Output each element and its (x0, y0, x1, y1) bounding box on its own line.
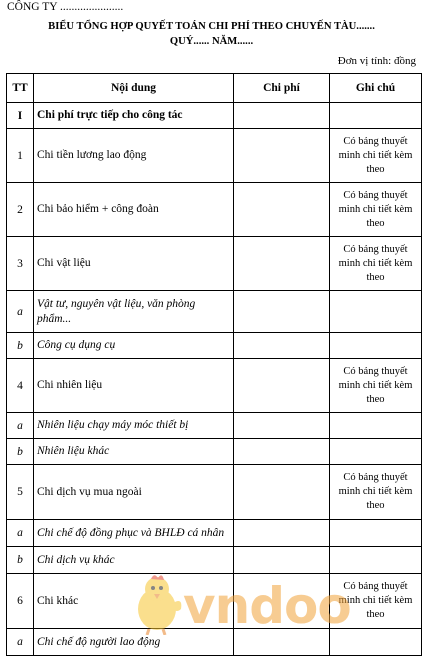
row-content: Công cụ dụng cụ (34, 333, 234, 359)
table-row (7, 413, 422, 439)
row-content: Chi vật liệu (34, 237, 234, 291)
row-content: Chi khác (34, 574, 234, 629)
row-tt: 4 (7, 359, 34, 413)
table-row (7, 547, 422, 574)
table-row (7, 629, 422, 656)
document-subtitle: QUÝ...... NĂM...... (169, 36, 254, 47)
row-tt: a (7, 629, 34, 656)
row-note (330, 333, 422, 359)
row-cost-cell[interactable] (234, 103, 330, 129)
table-row (7, 129, 422, 183)
expense-table (6, 73, 422, 656)
row-note (330, 413, 422, 439)
row-cost-cell[interactable] (234, 439, 330, 465)
row-cost-cell[interactable] (234, 520, 330, 547)
row-content: Vật tư, nguyên vật liệu, văn phòng phẩm... (34, 291, 234, 333)
row-content: Chi chế độ đồng phục và BHLĐ cá nhân (34, 520, 234, 547)
row-tt: 5 (7, 465, 34, 520)
row-content: Chi tiền lương lao động (34, 129, 234, 183)
watermark-text: vndoo (183, 577, 351, 635)
table-row (7, 237, 422, 291)
row-note (330, 291, 422, 333)
table-row (7, 183, 422, 237)
row-note (330, 439, 422, 465)
row-tt: 2 (7, 183, 34, 237)
table-row (7, 439, 422, 465)
table-row (7, 574, 422, 629)
document-title: BIỂU TỔNG HỢP QUYẾT TOÁN CHI PHÍ THEO CHUYẾN TÀU....... (48, 21, 375, 32)
row-note: Có bảng thuyết minh chi tiết kèm theo (330, 574, 422, 629)
row-note: Có bảng thuyết minh chi tiết kèm theo (330, 465, 422, 520)
row-tt: 3 (7, 237, 34, 291)
row-cost-cell[interactable] (234, 629, 330, 656)
row-cost-cell[interactable] (234, 465, 330, 520)
row-tt: 6 (7, 574, 34, 629)
header-tt: TT (7, 74, 34, 103)
row-content: Chi bảo hiểm + công đoàn (34, 183, 234, 237)
row-cost-cell[interactable] (234, 413, 330, 439)
header-cost: Chi phí (234, 74, 330, 103)
company-name: CÔNG TY ...................... (7, 1, 124, 13)
row-content: Chi dịch vụ khác (34, 547, 234, 574)
row-content: Nhiên liệu khác (34, 439, 234, 465)
row-note (330, 103, 422, 129)
row-tt: b (7, 547, 34, 574)
table-row (7, 333, 422, 359)
row-content: Chi nhiên liệu (34, 359, 234, 413)
row-content: Chi chế độ người lao động (34, 629, 234, 656)
row-cost-cell[interactable] (234, 547, 330, 574)
row-tt: a (7, 413, 34, 439)
header-content: Nội dung (34, 74, 234, 103)
row-note (330, 547, 422, 574)
row-cost-cell[interactable] (234, 129, 330, 183)
table-header-row (7, 74, 422, 103)
row-cost-cell[interactable] (234, 574, 330, 629)
row-tt: b (7, 439, 34, 465)
row-note (330, 520, 422, 547)
row-tt: I (7, 103, 34, 129)
table-row (7, 103, 422, 129)
row-tt: 1 (7, 129, 34, 183)
table-row (7, 359, 422, 413)
row-cost-cell[interactable] (234, 237, 330, 291)
row-note: Có bảng thuyết minh chi tiết kèm theo (330, 359, 422, 413)
row-note: Có bảng thuyết minh chi tiết kèm theo (330, 237, 422, 291)
row-cost-cell[interactable] (234, 183, 330, 237)
row-content: Nhiên liệu chạy máy móc thiết bị (34, 413, 234, 439)
table-row (7, 291, 422, 333)
header-note: Ghi chú (330, 74, 422, 103)
table-row (7, 465, 422, 520)
row-cost-cell[interactable] (234, 291, 330, 333)
row-content: Chi dịch vụ mua ngoài (34, 465, 234, 520)
currency-unit: Đơn vị tính: đồng (337, 55, 416, 67)
row-content: Chi phí trực tiếp cho công tác (34, 103, 234, 129)
row-tt: b (7, 333, 34, 359)
row-tt: a (7, 291, 34, 333)
row-tt: a (7, 520, 34, 547)
row-note (330, 629, 422, 656)
row-cost-cell[interactable] (234, 333, 330, 359)
table-row (7, 520, 422, 547)
row-note: Có bảng thuyết minh chi tiết kèm theo (330, 129, 422, 183)
row-note: Có bảng thuyết minh chi tiết kèm theo (330, 183, 422, 237)
row-cost-cell[interactable] (234, 359, 330, 413)
